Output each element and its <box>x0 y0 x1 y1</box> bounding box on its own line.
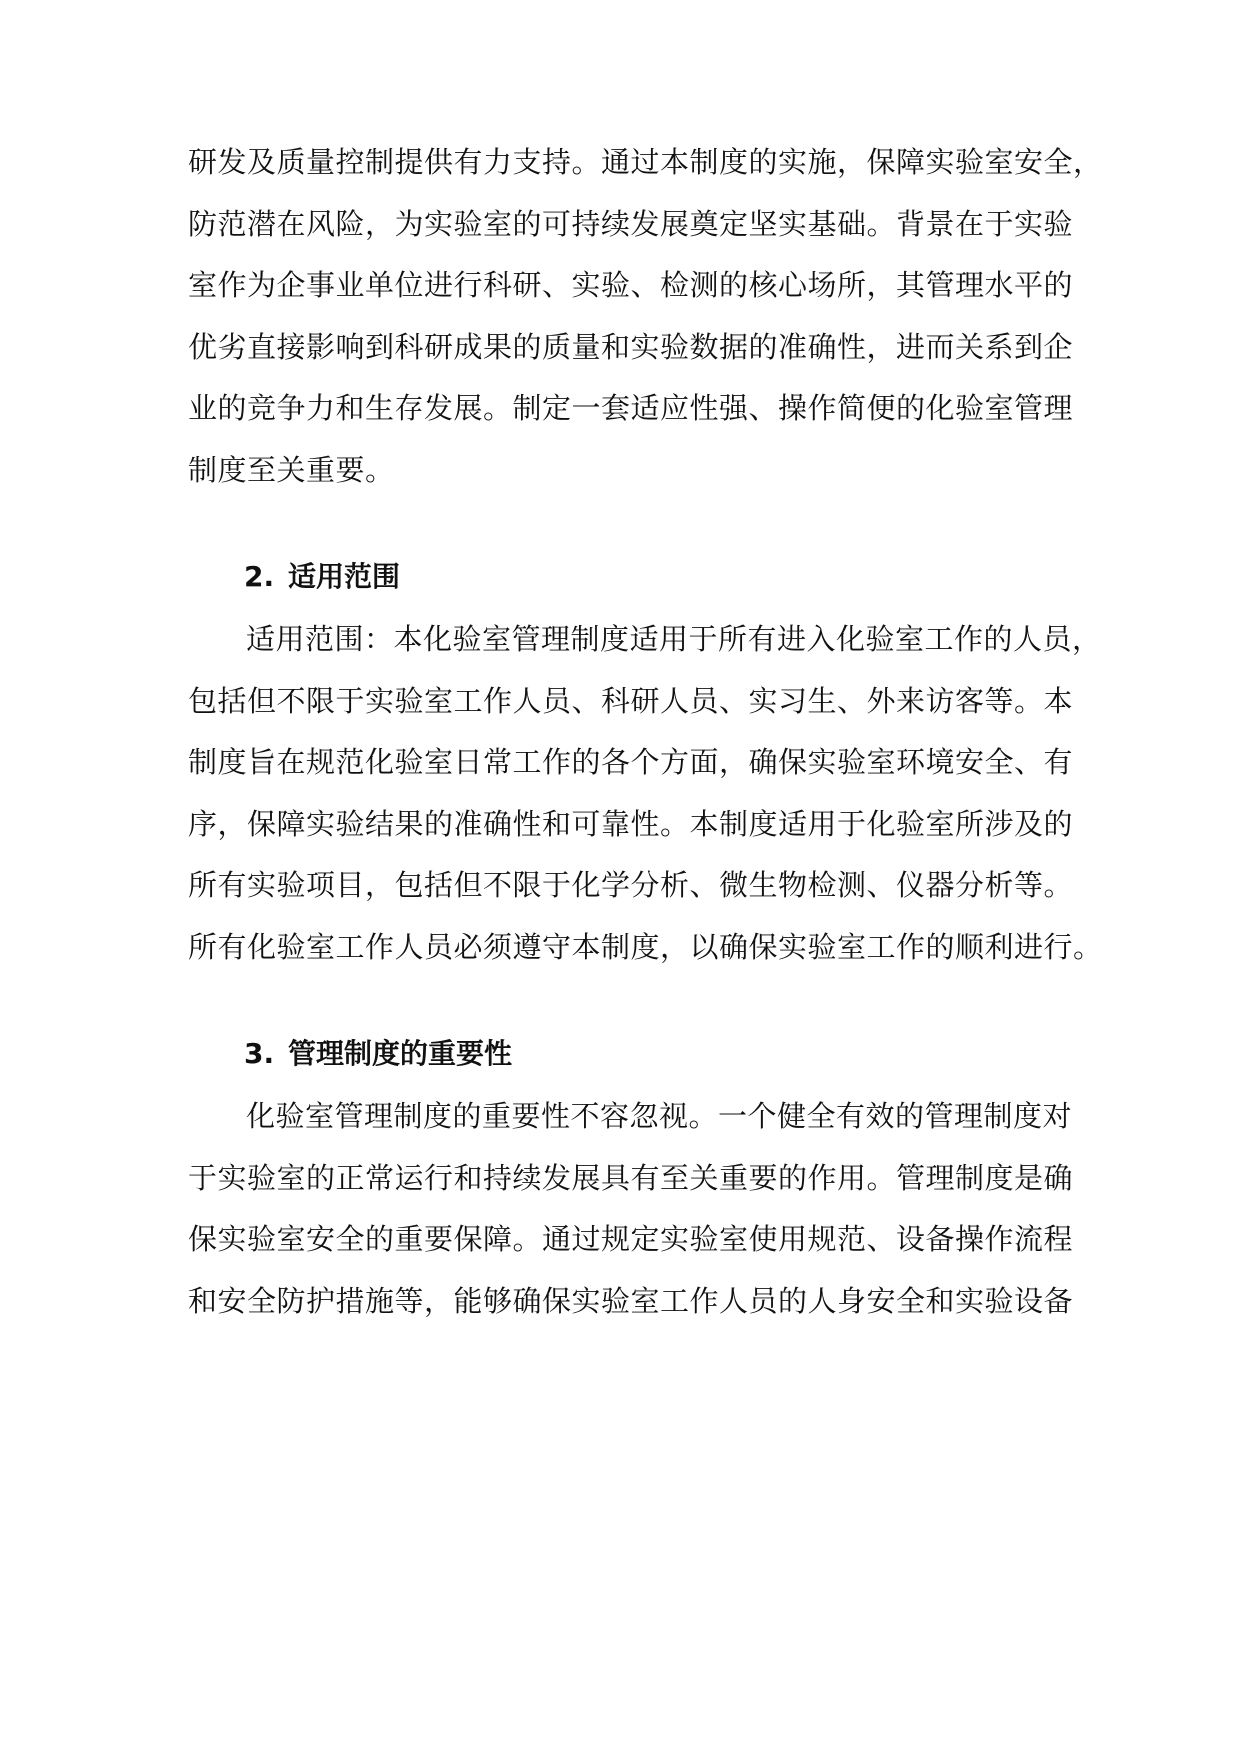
paragraph-line: 防范潜在风险，为实验室的可持续发展奠定坚实基础。背景在于实验 <box>188 206 1074 241</box>
paragraph-line: 室作为企事业单位进行科研、实验、检测的核心场所，其管理水平的 <box>188 268 1074 302</box>
intro-paragraph <box>188 132 1103 501</box>
section-title: 适用范围 <box>288 560 401 593</box>
paragraph-line: 制度至关重要。 <box>188 452 395 487</box>
importance-paragraph <box>188 1086 1074 1332</box>
paragraph-line: 包括但不限于实验室工作人员、科研人员、实习生、外来访客等。本 <box>188 683 1074 718</box>
paragraph-line: 于实验室的正常运行和持续发展具有至关重要的作用。管理制度是确 <box>188 1160 1074 1195</box>
scope-paragraph <box>188 609 1103 978</box>
paragraph-line: 化验室管理制度的重要性不容忽视。一个健全有效的管理制度对 <box>246 1099 1073 1133</box>
paragraph-line: 制度旨在规范化验室日常工作的各个方面，确保实验室环境安全、有 <box>188 745 1074 779</box>
paragraph-line: 优劣直接影响到科研成果的质量和实验数据的准确性，进而关系到企 <box>188 329 1074 364</box>
section-number: 3. <box>244 1037 275 1070</box>
document-body <box>188 132 1103 1332</box>
section-heading-scope <box>188 547 1054 607</box>
paragraph-line: 研发及质量控制提供有力支持。通过本制度的实施，保障实验室安全， <box>188 145 1103 179</box>
paragraph-line: 所有实验项目，包括但不限于化学分析、微生物检测、仪器分析等。 <box>188 868 1074 902</box>
paragraph-line: 和安全防护措施等，能够确保实验室工作人员的人身安全和实验设备 <box>188 1283 1074 1318</box>
section-number: 2. <box>244 560 275 593</box>
paragraph-line: 保实验室安全的重要保障。通过规定实验室使用规范、设备操作流程 <box>188 1222 1074 1256</box>
paragraph-line: 业的竞争力和生存发展。制定一套适应性强、操作简便的化验室管理 <box>188 391 1074 425</box>
paragraph-line: 序，保障实验结果的准确性和可靠性。本制度适用于化验室所涉及的 <box>188 806 1074 841</box>
section-heading-importance <box>188 1024 1054 1084</box>
section-title: 管理制度的重要性 <box>288 1037 513 1070</box>
paragraph-line: 所有化验室工作人员必须遵守本制度，以确保实验室工作的顺利进行。 <box>188 929 1103 964</box>
paragraph-line: 适用范围：本化验室管理制度适用于所有进入化验室工作的人员， <box>246 622 1102 656</box>
